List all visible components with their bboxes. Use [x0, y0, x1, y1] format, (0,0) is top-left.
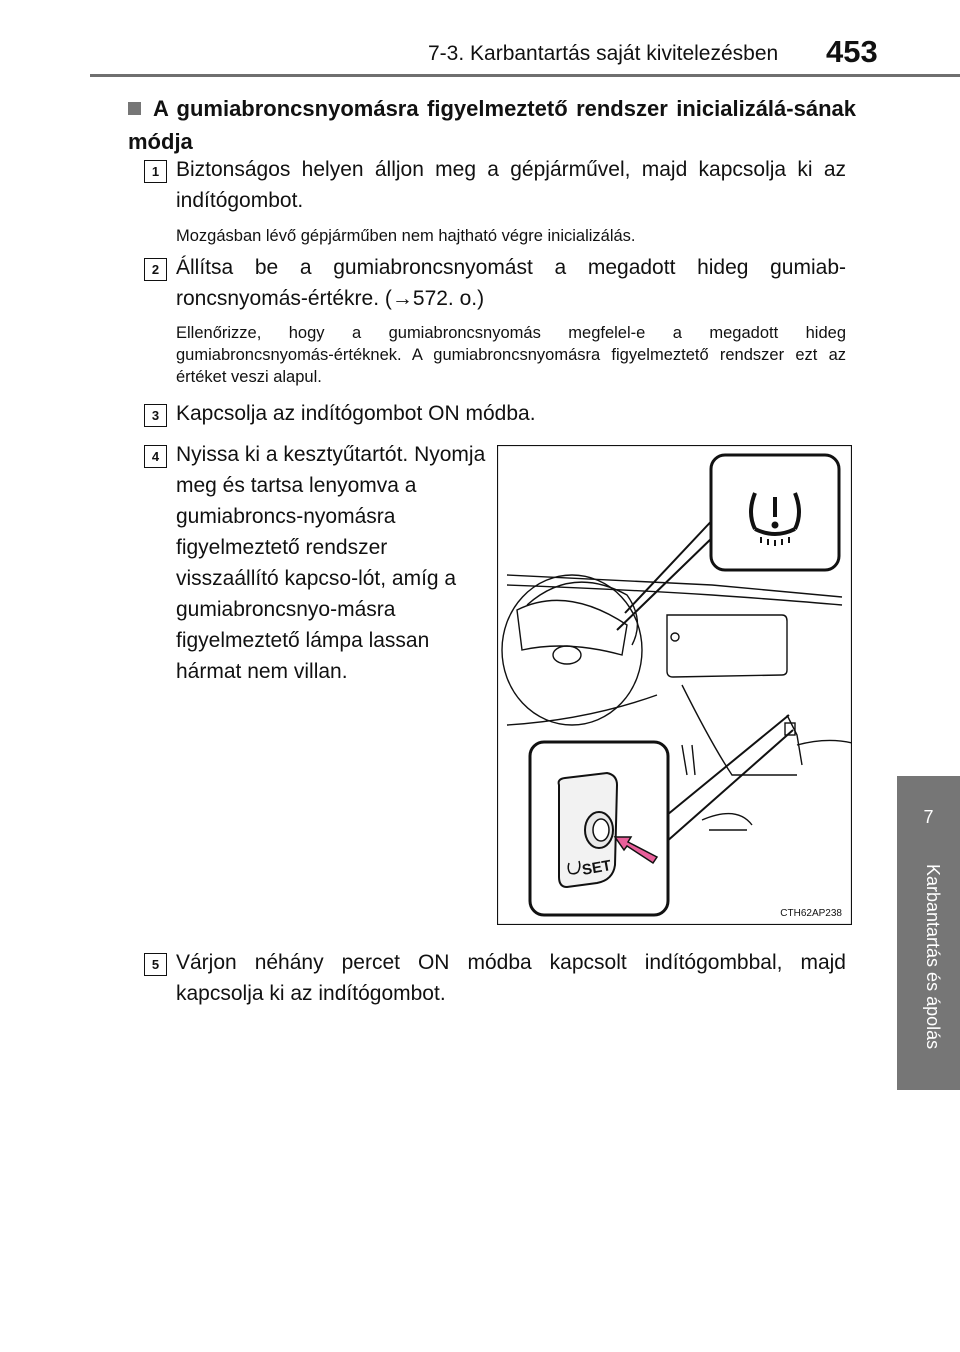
step-2-text: Állítsa be a gumiabroncsnyomást a megadott hideg gumiab-roncsnyomás-értékre. (→572. o.) [176, 256, 846, 310]
step-1-text: Biztonságos helyen álljon meg a gépjárművel, majd kapcsolja ki az indítógombot. [176, 158, 846, 212]
step-number-2: 2 [144, 258, 167, 281]
section-title [128, 92, 856, 158]
chapter-tab-label: Karbantartás és ápolás [923, 864, 943, 1050]
step-5-text: Várjon néhány percet ON módba kapcsolt indítógombbal, majd kapcsolja ki az indítógombot. [176, 951, 846, 1005]
chapter-tab-number: 7 [897, 776, 960, 858]
header-divider [90, 74, 960, 77]
section-title-text: A gumiabroncsnyomásra figyelmeztető rendszer inicializálá-sának módja [128, 96, 856, 154]
step-4-text: Nyissa ki a kesztyűtartót. Nyomja meg és tartsa lenyomva a gumiabroncs-nyomásra figyelmeztető rendszer visszaállító kapcso-lót, amíg a gumiabroncsnyo-másra figyelmeztető lámpa lassan hármat nem villan. [176, 443, 486, 683]
page-number: 453 [826, 34, 878, 69]
step-number-1: 1 [144, 160, 167, 183]
header-section-title: 7-3. Karbantartás saját kivitelezésben [428, 42, 779, 65]
dashboard-illustration [497, 445, 852, 925]
set-label: SET [580, 857, 613, 879]
chapter-tab [897, 858, 960, 1090]
step-3-text: Kapcsolja az indítógombot ON módba. [176, 402, 536, 425]
step-number-5: 5 [144, 953, 167, 976]
section-bullet-icon [128, 102, 141, 115]
step-2-note: Ellenőrizze, hogy a gumiabroncsnyomás megfelel-e a megadott hideg gumiabroncsnyomás-értéknek. A gumiabroncsnyomásra figyelmeztető rendszer ezt az értéket veszi alapul. [176, 324, 846, 386]
step-number-3: 3 [144, 404, 167, 427]
figure-code: CTH62AP238 [780, 908, 842, 919]
step-1-note: Mozgásban lévő gépjárműben nem hajtható végre inicializálás. [176, 227, 636, 245]
step-number-4: 4 [144, 445, 167, 468]
